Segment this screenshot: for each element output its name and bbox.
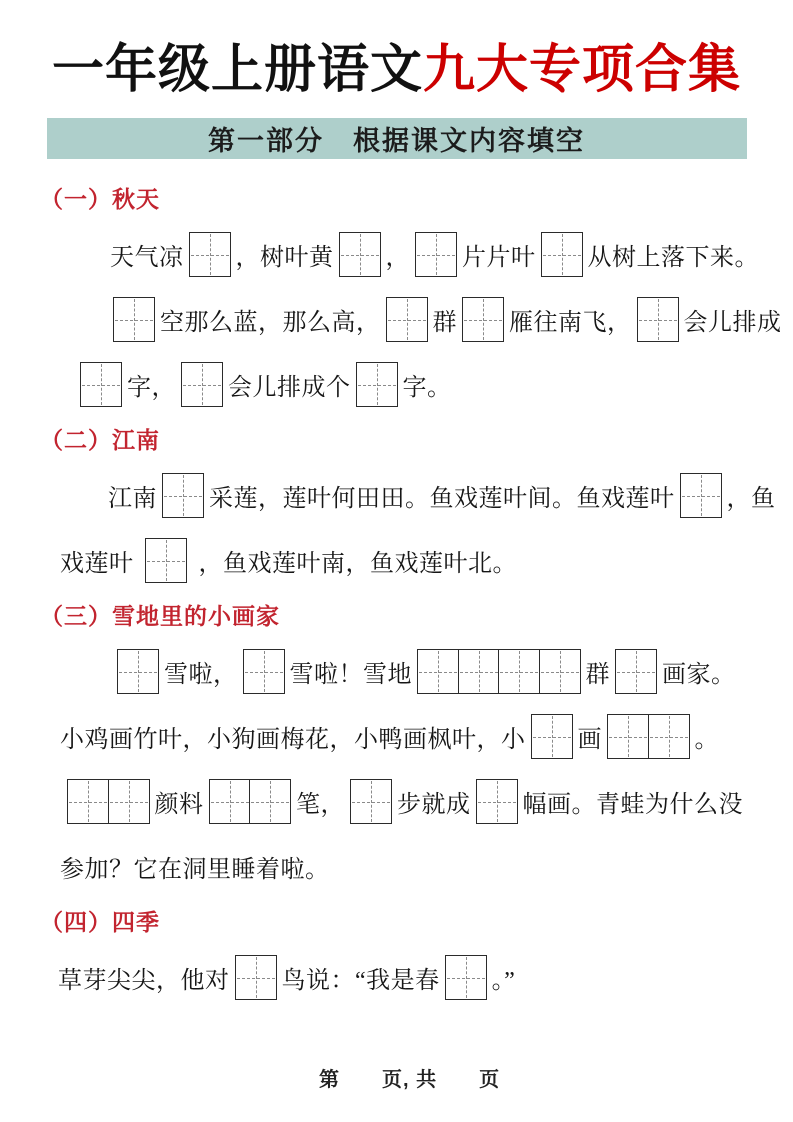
sentence-text: 雪啦！雪地 bbox=[289, 662, 412, 688]
answer-box bbox=[350, 779, 392, 824]
answer-box bbox=[462, 297, 504, 342]
sentence-text: 空那么蓝，那么高， bbox=[160, 310, 381, 336]
answer-box bbox=[162, 473, 204, 518]
sentence-text: 颜料 bbox=[154, 792, 204, 818]
worksheet-line bbox=[0, 714, 793, 759]
sentence-text: 鸟说：“我是春 bbox=[281, 968, 440, 994]
sentence-text: 戏莲叶 bbox=[60, 551, 140, 577]
answer-box-wrap bbox=[637, 297, 679, 342]
sentence-text: 片片叶 bbox=[462, 245, 536, 271]
worksheet-line bbox=[0, 844, 793, 889]
sentence-text: 笔， bbox=[296, 792, 345, 818]
answer-box-wrap bbox=[235, 955, 277, 1000]
answer-box-wrap bbox=[350, 779, 392, 824]
worksheet-line bbox=[0, 297, 793, 342]
sentence-text: 会儿排成 bbox=[683, 310, 782, 336]
answer-box bbox=[235, 955, 277, 1000]
section-heading: （三）雪地里的小画家 bbox=[40, 604, 280, 629]
answer-box-wrap bbox=[531, 714, 573, 759]
answer-box-wrap bbox=[680, 473, 722, 518]
section-lines bbox=[0, 473, 793, 583]
answer-box-wrap bbox=[80, 362, 122, 407]
answer-box bbox=[67, 779, 109, 824]
worksheet-line bbox=[0, 955, 793, 1000]
answer-box-wrap bbox=[243, 649, 285, 694]
answer-box bbox=[386, 297, 428, 342]
worksheet-line bbox=[0, 473, 793, 518]
sentence-text: 参加？它在洞里睡着啦。 bbox=[60, 857, 330, 883]
section-snow-painters bbox=[0, 603, 793, 889]
answer-box-wrap bbox=[181, 362, 223, 407]
page-title-black: 一年级上册语文 bbox=[51, 42, 423, 99]
answer-box-wrap bbox=[117, 649, 159, 694]
answer-box-wrap bbox=[386, 297, 428, 342]
sentence-text: ，树叶黄 bbox=[235, 245, 334, 271]
sentence-text: 草芽尖尖，他对 bbox=[58, 968, 230, 994]
sentence-text: 采莲，莲叶何田田。鱼戏莲叶间。鱼戏莲叶 bbox=[209, 486, 675, 512]
sentence-text: 群 bbox=[585, 662, 610, 688]
page-footer bbox=[0, 1040, 793, 1115]
sentence-text: 天气凉 bbox=[110, 245, 184, 271]
page-title-red: 九大专项合集 bbox=[423, 42, 742, 99]
worksheet-line bbox=[0, 779, 793, 824]
answer-box bbox=[539, 649, 581, 694]
sentence-text: 江南 bbox=[108, 486, 157, 512]
sentence-text: 字， bbox=[127, 375, 176, 401]
sentence-text: 从树上落下来。 bbox=[587, 245, 759, 271]
answer-box bbox=[80, 362, 122, 407]
sentence-text: ， bbox=[385, 245, 410, 271]
answer-box bbox=[615, 649, 657, 694]
answer-box bbox=[417, 649, 459, 694]
answer-box bbox=[531, 714, 573, 759]
answer-box bbox=[637, 297, 679, 342]
section-lines bbox=[0, 955, 793, 1000]
answer-box-wrap bbox=[162, 473, 204, 518]
answer-box-wrap bbox=[415, 232, 457, 277]
answer-box bbox=[680, 473, 722, 518]
answer-box bbox=[356, 362, 398, 407]
section-autumn bbox=[0, 186, 793, 407]
answer-box-wrap bbox=[541, 232, 583, 277]
page-title bbox=[0, 0, 793, 104]
sentence-text: 画家。 bbox=[662, 662, 736, 688]
answer-box bbox=[209, 779, 251, 824]
answer-box-group bbox=[67, 779, 150, 824]
sentence-text: 幅画。青蛙为什么没 bbox=[522, 792, 743, 818]
sentence-text: 会儿排成个 bbox=[228, 375, 351, 401]
answer-box bbox=[249, 779, 291, 824]
section-heading: （二）江南 bbox=[40, 428, 160, 453]
section-banner bbox=[47, 118, 747, 159]
answer-box bbox=[415, 232, 457, 277]
section-four-seasons bbox=[0, 909, 793, 1000]
answer-box bbox=[541, 232, 583, 277]
answer-box bbox=[498, 649, 540, 694]
answer-box-group bbox=[209, 779, 292, 824]
answer-box bbox=[145, 538, 187, 583]
sentence-text: 小鸡画竹叶，小狗画梅花，小鸭画枫叶，小 bbox=[60, 727, 526, 753]
answer-box bbox=[108, 779, 150, 824]
sentence-text: 群 bbox=[432, 310, 457, 336]
sentence-text: 雁往南飞， bbox=[509, 310, 632, 336]
answer-box-wrap bbox=[339, 232, 381, 277]
answer-box bbox=[607, 714, 649, 759]
answer-box bbox=[181, 362, 223, 407]
sentence-text: 。 bbox=[694, 727, 719, 753]
sentence-text: 雪啦， bbox=[164, 662, 238, 688]
page-number-text: 第 页, 共 页 bbox=[319, 1069, 501, 1091]
section-lines bbox=[0, 232, 793, 407]
answer-box bbox=[117, 649, 159, 694]
answer-box-wrap bbox=[462, 297, 504, 342]
answer-box-wrap bbox=[356, 362, 398, 407]
answer-box-group bbox=[417, 649, 581, 694]
section-banner-label: 第一部分 根据课文内容填空 bbox=[208, 126, 585, 156]
sentence-text: ，鱼 bbox=[726, 486, 776, 512]
answer-box-wrap bbox=[145, 538, 187, 583]
answer-box bbox=[113, 297, 155, 342]
section-lines bbox=[0, 649, 793, 889]
answer-box bbox=[189, 232, 231, 277]
answer-box-wrap bbox=[445, 955, 487, 1000]
worksheet-line bbox=[0, 362, 793, 407]
answer-box-group bbox=[607, 714, 690, 759]
worksheet-line bbox=[0, 538, 793, 583]
answer-box bbox=[339, 232, 381, 277]
worksheet-line bbox=[0, 232, 793, 277]
section-heading: （四）四季 bbox=[40, 910, 160, 935]
sentence-text: ，鱼戏莲叶南，鱼戏莲叶北。 bbox=[192, 551, 517, 577]
sentence-text: 步就成 bbox=[397, 792, 471, 818]
answer-box bbox=[243, 649, 285, 694]
answer-box-wrap bbox=[113, 297, 155, 342]
answer-box bbox=[648, 714, 690, 759]
answer-box bbox=[458, 649, 500, 694]
answer-box bbox=[476, 779, 518, 824]
answer-box-wrap bbox=[476, 779, 518, 824]
answer-box-wrap bbox=[615, 649, 657, 694]
sentence-text: 。” bbox=[491, 968, 516, 994]
answer-box bbox=[445, 955, 487, 1000]
answer-box-wrap bbox=[189, 232, 231, 277]
sentence-text: 画 bbox=[577, 727, 602, 753]
section-heading: （一）秋天 bbox=[40, 187, 160, 212]
section-jiangnan bbox=[0, 427, 793, 583]
sentence-text: 字。 bbox=[402, 375, 452, 401]
worksheet-line bbox=[0, 649, 793, 694]
